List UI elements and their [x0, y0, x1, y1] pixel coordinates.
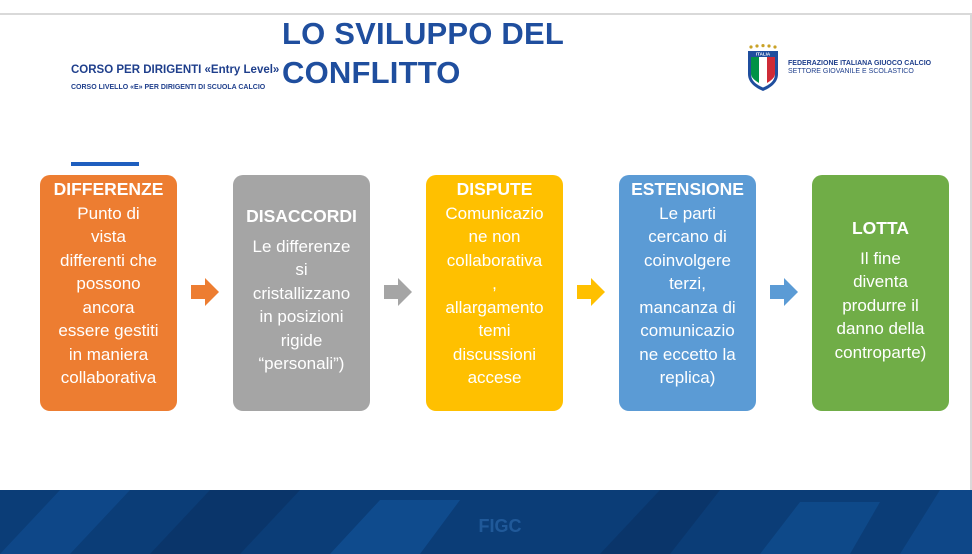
step-description [46, 202, 171, 390]
step-line: rigide [280, 330, 323, 350]
step-line: produrre il [842, 295, 919, 315]
arrow-shape [384, 278, 412, 306]
step-line: ancora [82, 297, 135, 317]
step-line: Le differenze [252, 236, 351, 256]
step-line: allargamento [445, 297, 544, 317]
step-box-differenze [40, 175, 177, 411]
federation-label [788, 60, 931, 76]
step-line: Le parti [659, 203, 716, 223]
step-line: coinvolgere [644, 250, 731, 270]
step-line: vista [91, 227, 126, 246]
step-box-estensione [619, 175, 756, 411]
step-line: diventa [853, 272, 908, 291]
footer-watermark: FIGC [478, 516, 522, 536]
step-line: Punto di [77, 203, 140, 223]
step-line: ne non [468, 227, 521, 246]
step-title: ESTENSIONE [631, 179, 744, 199]
step-title: DISACCORDI [246, 206, 357, 226]
step-line: controparte) [834, 342, 927, 362]
arrow-right-icon [576, 277, 606, 307]
step-title: DISPUTE [456, 179, 533, 199]
course-title: CORSO PER DIRIGENTI «Entry Level» [71, 64, 280, 76]
step-line: “personali”) [258, 354, 345, 373]
logo-text: ITALIA [755, 51, 771, 57]
step-box-dispute [426, 175, 563, 411]
slide-title [282, 14, 602, 92]
arrow-shape [191, 278, 219, 306]
step-line: si [295, 260, 308, 279]
federation-sector: SETTORE GIOVANILE E SCOLASTICO [788, 68, 914, 75]
step-line: replica) [659, 368, 716, 387]
arrow-right-icon [769, 277, 799, 307]
step-line: danno della [836, 319, 925, 338]
footer-pattern [0, 490, 972, 554]
title-line-2: CONFLITTO [282, 55, 461, 90]
step-line: Il fine [860, 248, 901, 268]
step-line: collaborativa [60, 368, 157, 387]
step-box-disaccordi [233, 175, 370, 411]
step-line: in posizioni [259, 307, 344, 326]
arrow-right-icon [190, 277, 220, 307]
step-line: differenti che [59, 250, 158, 270]
arrow-shape [770, 278, 798, 306]
step-line: accese [467, 368, 522, 387]
italia-crest-icon [745, 44, 781, 92]
step-line: temi [478, 321, 511, 340]
step-title: DIFFERENZE [53, 179, 164, 199]
step-description [239, 235, 364, 376]
title-line-1: LO SVILUPPO DEL [282, 16, 565, 51]
arrow-shape [577, 278, 605, 306]
step-line: cristallizzano [252, 283, 351, 303]
step-line: Comunicazio [445, 203, 544, 223]
accent-bar [71, 162, 139, 166]
step-description [625, 202, 750, 390]
step-line: collaborativa [446, 250, 543, 270]
course-subtitle: CORSO LIVELLO «E» PER DIRIGENTI DI SCUOLA CALCIO [71, 84, 266, 91]
step-line: essere gestiti [58, 321, 159, 340]
step-description [432, 202, 557, 390]
step-line: in maniera [68, 344, 149, 364]
arrow-right-icon [383, 277, 413, 307]
step-box-lotta [812, 175, 949, 411]
step-line: terzi, [669, 274, 706, 293]
step-description [818, 247, 943, 365]
federation-name: FEDERAZIONE ITALIANA GIUOCO CALCIO [788, 60, 932, 67]
step-line: comunicazio [640, 321, 735, 340]
step-line: cercano di [648, 227, 727, 246]
step-line: ne eccetto la [639, 344, 736, 364]
step-line: mancanza di [639, 297, 736, 317]
step-line: possono [76, 274, 141, 293]
step-line: , [492, 274, 497, 293]
step-title: LOTTA [851, 218, 910, 238]
footer-band [0, 490, 972, 554]
step-line: discussioni [452, 344, 537, 364]
